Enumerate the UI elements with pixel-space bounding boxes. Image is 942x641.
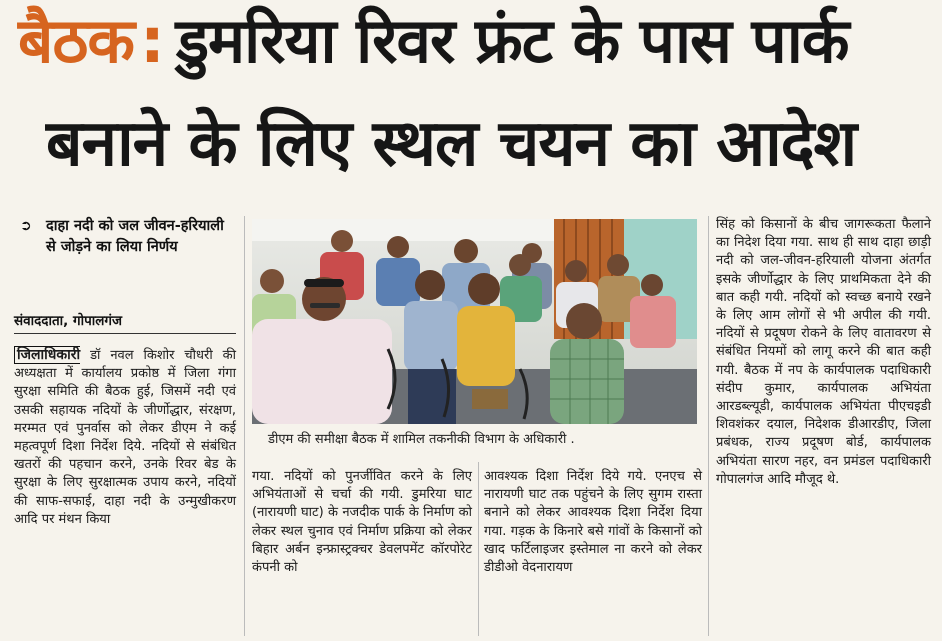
column-1-text: डॉ नवल किशोर चौधरी की अध्यक्षता में कार्यालय प्रकोष्ठ में जिला गंगा सुरक्षा समिति की बैठक हुई, जिसमें नदी एवं उसकी सहायक नदियों के जीर्णोद्धार, संरक्षण, मरम्मत एवं पुनर्वास को लेकर डीएम ने कई महत्वपूर्ण दिशा निर्देश दिये. नदियों से संबंधित खतरों की पहचान करने, उनके रिवर बेड के सुरक्षा के लिए सुरक्षात्मक उपाय करने, नदियों की साफ-सफाई, दाहा नदी के उन्मुखीकरण आदि पर मंथन किया: [14, 348, 236, 527]
headline-line-1: [18, 4, 849, 77]
photo-caption: डीएम की समीक्षा बैठक में शामिल तकनीकी विभाग के अधिकारी .: [268, 432, 575, 447]
headline-separator: :: [140, 4, 164, 77]
news-photo: [252, 219, 697, 424]
column-divider-2: [478, 462, 479, 636]
headline-text-1: डुमरिया रिवर फ्रंट के पास पार्क: [175, 4, 849, 77]
byline: संवाददाता, गोपालगंज: [14, 311, 236, 334]
meeting-photo-illustration: [252, 219, 697, 424]
article-column-2: गया. नदियों को पुनर्जीवित करने के लिए अभियंताओं से चर्चा की गयी. डुमरिया घाट (नारायणी घाट) के नजदीक पार्क के निर्माण को लेकर स्थल चुनाव एवं निर्माण प्रक्रिया को लेकर बिहार अर्बन इन्फ्रास्ट्रक्चर डेवलपमेंट कॉरपोरेट कंपनी को: [252, 469, 472, 576]
headline-line-2: बनाने के लिए स्थल चयन का आदेश: [46, 107, 857, 181]
subheadline-text: दाहा नदी को जल जीवन-हरियाली से जोड़ने का लिया निर्णय: [46, 218, 224, 255]
article-column-3: आवश्यक दिशा निर्देश दिये गये. एनएच से नारायणी घाट तक पहुंचने के लिए सुगम रास्ता बनाने को लेकर आवश्यक दिशा निर्देश दिया गया. गड़क के किनारे बसे गांवों के किसानों को खाद फर्टिलाइजर इस्तेमाल ना करने को लेकर डीडीओ वेदनारायण: [484, 469, 702, 576]
article-column-1: [14, 346, 236, 529]
column-divider-3: [708, 216, 709, 636]
headline: [0, 0, 942, 210]
subhead-arrow-icon: ➲: [20, 218, 32, 234]
headline-kicker: बैठक: [18, 4, 135, 77]
column-divider-1: [244, 216, 245, 636]
article-column-4: सिंह को किसानों के बीच जागरूकता फैलाने का निदेश दिया गया. साथ ही साथ दाहा छाड़ी नदी को जल-जीवन-हरियाली योजना अंतर्गत इसके जीर्णोद्धार के लिए प्राथमिकता देने की बात कही गयी. नदियों को स्वच्छ बनाये रखने के लिए आम लोगों से भी अपील की गयी. नदियों से प्रदूषण रोकने के लिए वातावरण से संबंधित नियमों को लागू करने की बात कही गयी. बैठक में नप के कार्यपालक पदाधिकारी संदीप कुमार, कार्यपालक अभियंता आरडब्ल्यूडी, कार्यपालक अभियंता पीएचइडी शिवशंकर दयाल, निदेशक डीआरडीए, जिला प्रबंधक, राज्य प्रदूषण बोर्ड, कार्यपालक अभियंता सारण नहर, वन प्रमंडल पदाधिकारी गोपालगंज आदि मौजूद थे.: [716, 217, 931, 487]
lead-word: जिलाधिकारी: [14, 346, 80, 364]
subheadline: [20, 216, 235, 258]
